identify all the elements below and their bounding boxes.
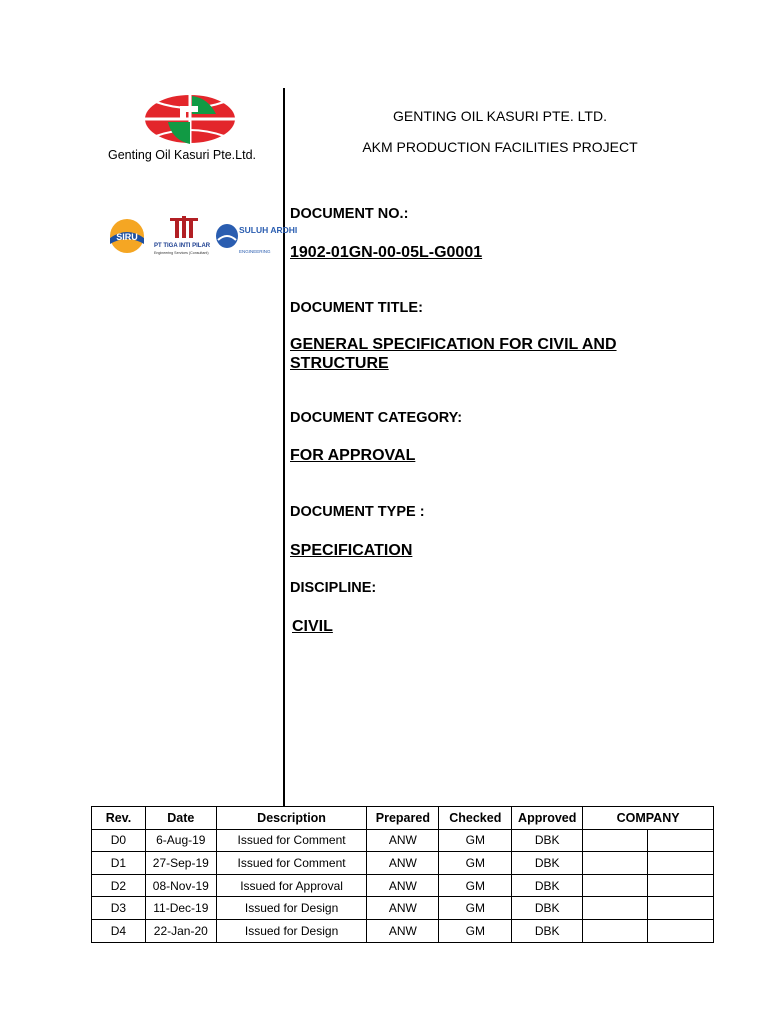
document-type: SPECIFICATION	[290, 542, 413, 559]
partner-tip-text: PT TIGA INTI PILAR	[154, 243, 211, 249]
cell-date: 11-Dec-19	[145, 897, 216, 920]
table-row	[92, 874, 714, 897]
header-checked: Checked	[439, 807, 512, 830]
table-row	[92, 852, 714, 875]
cell-prepared: ANW	[367, 852, 439, 875]
header-date: Date	[145, 807, 216, 830]
partner-suluh-tagline: ENGINEERING	[239, 249, 271, 254]
document-type-label: DOCUMENT TYPE :	[290, 504, 425, 520]
cell-company-b	[648, 829, 714, 852]
cell-company-a	[583, 874, 648, 897]
revision-header-row	[92, 807, 714, 830]
cell-prepared: ANW	[367, 897, 439, 920]
cell-approved: DBK	[512, 852, 583, 875]
cell-prepared: ANW	[367, 829, 439, 852]
table-row	[92, 829, 714, 852]
cell-company-b	[648, 919, 714, 942]
document-title-line-2: STRUCTURE	[290, 355, 389, 372]
cell-checked: GM	[439, 874, 512, 897]
cell-company-a	[583, 897, 648, 920]
cell-checked: GM	[439, 829, 512, 852]
cell-company-b	[648, 852, 714, 875]
cell-approved: DBK	[512, 874, 583, 897]
cell-prepared: ANW	[367, 874, 439, 897]
document-title-label: DOCUMENT TITLE:	[290, 300, 423, 316]
discipline-label: DISCIPLINE:	[290, 580, 377, 596]
cell-rev: D3	[92, 897, 146, 920]
header-prepared: Prepared	[367, 807, 439, 830]
cell-date: 22-Jan-20	[145, 919, 216, 942]
company-name: GENTING OIL KASURI PTE. LTD.	[393, 108, 607, 124]
document-category: FOR APPROVAL	[290, 447, 416, 464]
table-row	[92, 897, 714, 920]
cell-company-a	[583, 852, 648, 875]
cell-company-a	[583, 919, 648, 942]
header-rev: Rev.	[92, 807, 146, 830]
cell-approved: DBK	[512, 897, 583, 920]
cell-rev: D0	[92, 829, 146, 852]
cell-rev: D1	[92, 852, 146, 875]
document-category-label: DOCUMENT CATEGORY:	[290, 410, 463, 426]
logo-caption: Genting Oil Kasuri Pte.Ltd.	[108, 148, 256, 162]
document-number: 1902-01GN-00-05L-G0001	[290, 244, 483, 261]
company-logo	[108, 92, 278, 170]
cell-checked: GM	[439, 919, 512, 942]
partner-suluh-text: SULUH ARDHI	[239, 225, 298, 235]
table-row	[92, 919, 714, 942]
partner-siru-text: SIRU	[116, 232, 138, 242]
cell-date: 27-Sep-19	[145, 852, 216, 875]
cell-date: 08-Nov-19	[145, 874, 216, 897]
document-number-label: DOCUMENT NO.:	[290, 206, 409, 222]
cell-company-a	[583, 829, 648, 852]
globe-logo-icon	[142, 92, 238, 146]
cell-approved: DBK	[512, 829, 583, 852]
cell-date: 6-Aug-19	[145, 829, 216, 852]
cell-checked: GM	[439, 897, 512, 920]
cell-approved: DBK	[512, 919, 583, 942]
header-approved: Approved	[512, 807, 583, 830]
partner-logos	[108, 214, 298, 258]
cell-description: Issued for Design	[216, 897, 367, 920]
cell-rev: D2	[92, 874, 146, 897]
cell-checked: GM	[439, 852, 512, 875]
cell-company-b	[648, 897, 714, 920]
project-name: AKM PRODUCTION FACILITIES PROJECT	[362, 139, 638, 155]
cell-description: Issued for Approval	[216, 874, 367, 897]
cell-description: Issued for Design	[216, 919, 367, 942]
cell-prepared: ANW	[367, 919, 439, 942]
partner-tip-tagline: Engineering Services (Consultant)	[154, 251, 209, 255]
discipline: CIVIL	[292, 618, 333, 635]
partner-logos-icon	[108, 214, 298, 258]
document-title-line-1: GENERAL SPECIFICATION FOR CIVIL AND	[290, 336, 617, 353]
vertical-divider	[283, 88, 285, 806]
header-company: COMPANY	[583, 807, 714, 830]
cell-company-b	[648, 874, 714, 897]
revision-table	[91, 806, 714, 943]
cell-description: Issued for Comment	[216, 829, 367, 852]
company-header	[290, 108, 710, 170]
cell-description: Issued for Comment	[216, 852, 367, 875]
header-description: Description	[216, 807, 367, 830]
cell-rev: D4	[92, 919, 146, 942]
